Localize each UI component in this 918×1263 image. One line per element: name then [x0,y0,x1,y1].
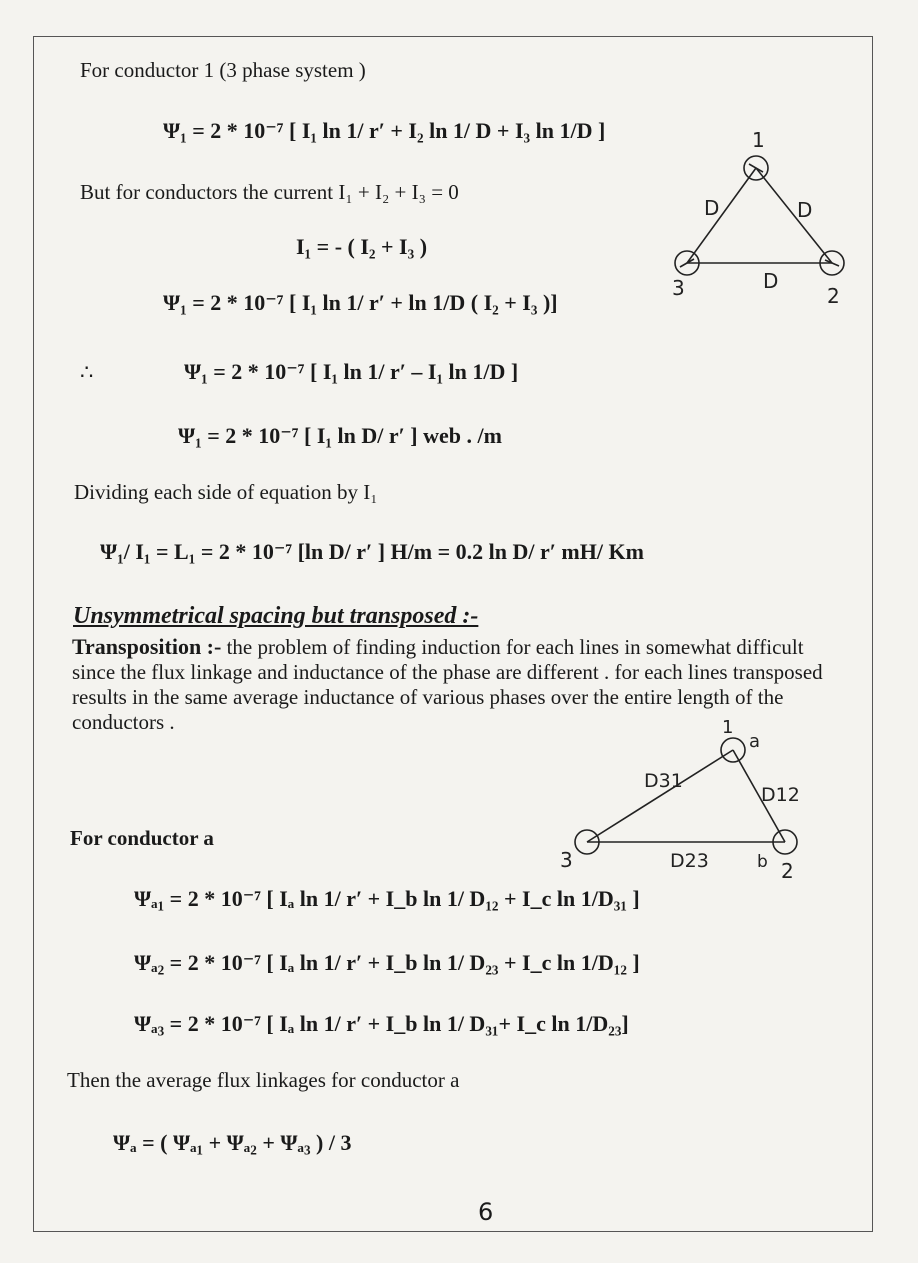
equation-inductance: Ψ₁/ I₁ = L₁ = 2 * 10⁻⁷ [ln D/ r′ ] H/m = 0.2 ln D/ r′ mH/ Km [100,539,644,564]
equation-psi1-simplified: Ψ₁ = 2 * 10⁻⁷ [ I₁ ln 1/ r′ – I₁ ln 1/D ] [184,359,519,384]
equation-psi-a-average: Ψₐ = ( Ψₐ₁ + Ψₐ₂ + Ψₐ₃ ) / 3 [113,1130,352,1155]
label-node-b: b [757,852,768,872]
equation-psi1-substituted: Ψ₁ = 2 * 10⁻⁷ [ I₁ ln 1/ r′ + ln 1/D ( I₂ + I₃ )] [163,290,558,315]
dividing-text: Dividing each side of equation by I₁ [74,480,378,504]
equation-psi1-final: Ψ₁ = 2 * 10⁻⁷ [ I₁ ln D/ r′ ] web . /m [178,423,502,448]
radius-mark-1 [749,164,763,172]
equation-psi-a3: Ψₐ₃ = 2 * 10⁻⁷ [ Iₐ ln 1/ r′ + I_b ln 1/ D₃₁+ I_c ln 1/D₂₃] [134,1011,629,1036]
label-side-right: D [797,198,813,222]
label-d31: D31 [644,770,683,792]
section-heading: Unsymmetrical spacing but transposed :- [73,603,479,629]
label-node-2: 2 [827,284,840,308]
label-node-a: a [749,731,761,752]
conductor-a-heading: For conductor a [70,826,214,850]
label-side-left: D [704,196,720,220]
page-number: 6 [478,1198,494,1226]
side-1-3 [587,750,733,842]
equation-psi-a1: Ψₐ₁ = 2 * 10⁻⁷ [ Iₐ ln 1/ r′ + I_b ln 1/ D₁₂ + I_c ln 1/D₃₁ ] [134,886,640,911]
therefore-symbol: ∴ [80,360,94,384]
label-d12: D12 [761,784,800,806]
equation-psi-a2: Ψₐ₂ = 2 * 10⁻⁷ [ Iₐ ln 1/ r′ + I_b ln 1/ D₂₃ + I_c ln 1/D₁₂ ] [134,950,640,975]
equation-i1: I₁ = - ( I₂ + I₃ ) [296,234,428,259]
side-1-2 [756,168,832,263]
label-d23: D23 [670,850,709,872]
label-node-2: 2 [781,859,794,883]
label-node-1: 1 [752,128,765,152]
current-sum-text: But for conductors the current I₁ + I₂ + I₃ = 0 [80,180,459,204]
label-node-3: 3 [560,848,573,872]
label-node-3: 3 [672,276,685,300]
triangle-diagram-equal [660,125,860,310]
triangle-diagram-unsymmetrical [550,715,820,885]
side-1-3 [687,168,756,263]
transposition-text: the problem of finding induction for each lines in somewhat difficult since the flux linkage and inductance of the phase are different . for each lines transposed results in the same average inductance of various phases over the entire length of the conductors . [72,635,823,734]
label-node-1: 1 [722,717,734,738]
conductor-1-heading: For conductor 1 (3 phase system ) [80,58,366,82]
average-flux-text: Then the average flux linkages for conductor a [67,1068,460,1092]
equation-psi1-full: Ψ₁ = 2 * 10⁻⁷ [ I₁ ln 1/ r′ + I₂ ln 1/ D + I₃ ln 1/D ] [163,118,606,143]
label-side-bottom: D [763,269,779,293]
transposition-term: Transposition :- [72,634,222,659]
